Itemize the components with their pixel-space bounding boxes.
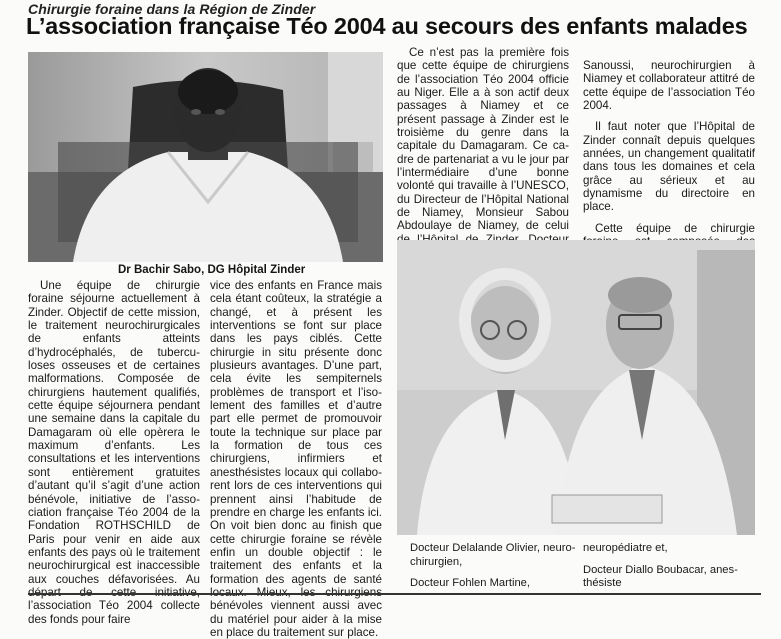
paragraph: Sanoussi, neurochirurgien à Niamey et collaborateur attitré de cette équipe de l’association Téo 2004. xyxy=(583,59,755,113)
paragraph: Ce n’est pas la première fois que cette équipe de chirurgiens de l’association Téo 2004 officie au Niger. Elle a à son actif deux passages à Niamey et ce présent passage à Zinder est le troisième du genre dans la capitale du Damagaram. Ce cadre de partenariat a vu le jour par l’intermédiaire d’une bonne volonté qui travaille à l’UNESCO, du Directeur de l’Hôpital National de Niamey, Monsieur Sabou Abdoulaye de Niamey, de celui xyxy=(397,46,569,233)
name-line: Docteur Fohlen Martine, xyxy=(410,577,531,589)
column-1 xyxy=(28,279,200,626)
paragraph: vice des enfants en France mais cela étant coûteux, la stratégie a changé, et à présent les interventions se font sur place dans les pays ciblés. Cette chirurgie in situ présente donc plusieurs avantages. D’une part, cela évite les sempiternels problèmes de transport et l’isolement des familles et d’autre part elle permet de promouvoir toute la technique sur place par la formation de tous ces chirurgiens, infirmiers et anesthésistes locaux qui collaborent lors de ces interventions qui prennent ainsi l’habitude de prendre en charge les enfants ici. On voit bien donc au finish que cette chirurgie foraine se révèle enfin un double objectif : le traitement des enfants et la formation des agents de santé bénévoles viennent aussi avec du matériel pour aider à la mise en place du traitement sur place. xyxy=(210,279,382,639)
name-line: neuropédiatre et, xyxy=(583,542,668,554)
paragraph: Une équipe de chirurgie foraine séjourne actuellement à Zinder. Objectif de cette mission, le traitement neurochirurgicales de enfants atteints d’hydrocéphalés, de tuberculoses osseuses et de certaines malformations. Composée de chirurgiens hautement qualifiés, cette équipe séjournera pendant une semaine dans la capitale du Damagaram où elle opèrera le maximum d’enfants. Les consultations et les interventions sont entièrement gratuites d’autant qu’il s’agit d’une action bénévole, initiative de l’association française Téo 2004 de la Fondation ROTHSCHILD de Paris pour venir en aide aux enfants des pays où le traitement neurochirurgical est inaccessible aux couches défavorisées. Au l’association Téo 2004 collecte des fonds pour faire xyxy=(28,279,200,626)
name-line: Docteur Diallo Boubacar, anesthésiste xyxy=(583,563,738,589)
section-kicker: Chirurgie foraine dans la Région de Zinder xyxy=(28,1,316,17)
headline: L’association française Téo 2004 au secours des enfants malades xyxy=(26,13,748,39)
photo-surgical-team xyxy=(397,240,755,535)
column-2 xyxy=(210,279,382,639)
team-names-left xyxy=(410,542,582,591)
team-image xyxy=(397,240,755,535)
paragraph: Cette équipe de chirurgie xyxy=(595,221,755,235)
portrait-image xyxy=(28,52,383,262)
photo-dr-bachir-sabo xyxy=(28,52,383,262)
bottom-rule xyxy=(28,593,761,595)
team-names-right xyxy=(583,542,755,591)
column-3 xyxy=(397,46,569,260)
column-4 xyxy=(583,59,755,262)
name-line: Docteur Delalande Olivier, neurochirurgien, xyxy=(410,542,576,568)
paragraph: Il faut noter que l’Hôpital de Zinder connaît depuis quelques années, un changement qualitatif dans tous les domaines et cela grâce au sérieux et au dynamisme du directoire en place. xyxy=(583,120,755,214)
photo-caption: Dr Bachir Sabo, DG Hôpital Zinder xyxy=(118,264,306,276)
